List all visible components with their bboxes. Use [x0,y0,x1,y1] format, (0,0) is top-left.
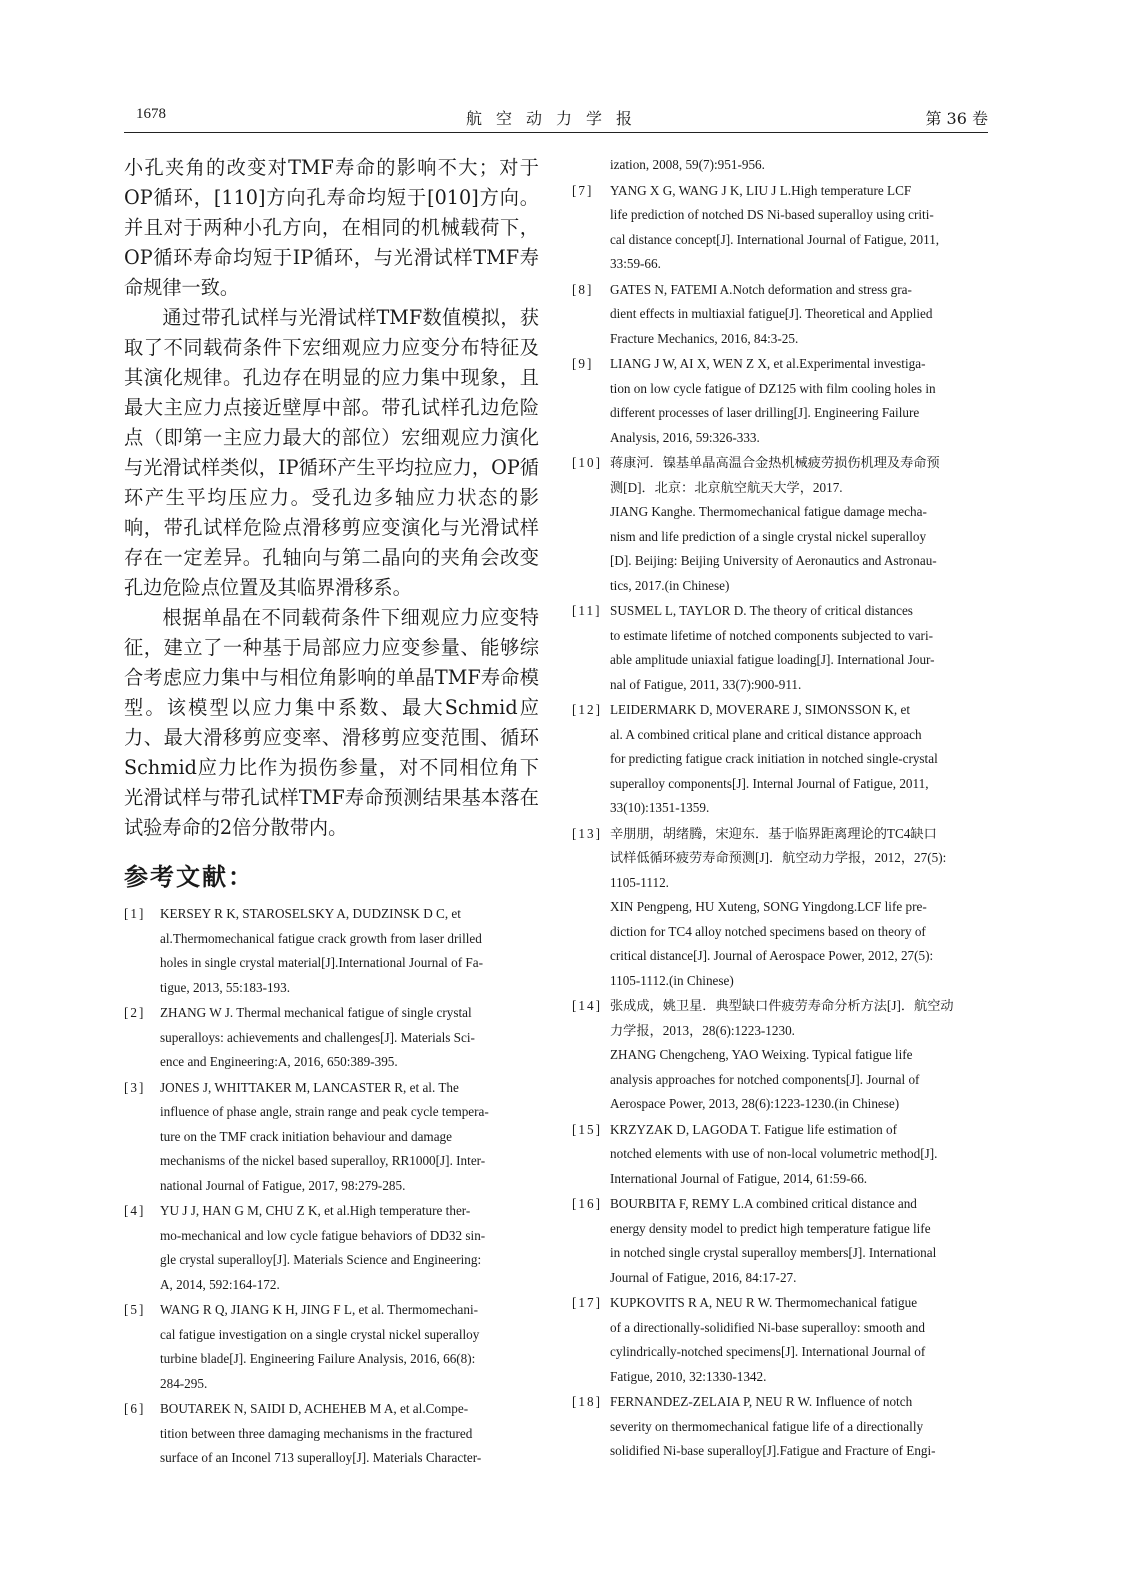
reference-text-line: superalloys: achievements and challenges[J]. Materials Sci- [160,1029,475,1045]
reference-text-line: notched elements with use of non-local volumetric method[J]. [610,1146,938,1161]
reference-text-line: BOUTAREK N, SAIDI D, ACHEHEB M A, et al.Compe- [160,1401,469,1416]
reference-number: [18] [572,1394,602,1409]
body-paragraph: 小孔夹角的改变对TMF寿命的影响不大；对于OP循环，[110]方向孔寿命均短于[010]方向。并且对于两种小孔方向，在相同的机械载荷下，OP循环寿命均短于IP循环，与光滑试样TMF寿命规律一致。 [124,156,539,299]
reference-text-line: al. A combined critical plane and critical distance approach [610,726,922,742]
reference-text-line: GATES N, FATEMI A.Notch deformation and stress gra- [610,281,912,297]
reference-text-line: FERNANDEZ-ZELAIA P, NEU R W. Influence of notch [610,1394,913,1409]
reference-text-line: ence and Engineering:A, 2016, 650:389-395. [160,1054,398,1069]
reference-text-line: able amplitude uniaxial fatigue loading[J]. International Jour- [610,652,935,667]
reference-item [124,1397,539,1471]
reference-text-line: surface of an Inconel 713 superalloy[J]. Materials Character- [160,1450,482,1465]
body-paragraph: 通过带孔试样与光滑试样TMF数值模拟，获取了不同载荷条件下宏细观应力应变分布特征及其演化规律。孔边存在明显的应力集中现象，且最大主应力点接近壁厚中部。带孔试样孔边危险点（即第一主应力最大的部位）宏细观应力演化与光滑试样类似，IP循环产生平均拉应力，OP循环产生平均压应力。受孔边多轴应力状态的影响，带孔试样危险点滑移剪应变演化与光滑试样存在一定差异。孔轴向与第二晶向的夹角会改变孔边危险点位置及其临界滑移系。 [124,306,539,599]
reference-text-line: cylindrically-notched specimens[J]. International Journal of [610,1344,926,1359]
reference-text-line: nism and life prediction of a single crystal nickel superalloy [610,528,927,544]
reference-item [124,1001,539,1075]
reference-text-line: BOURBITA F, REMY L.A combined critical distance and [610,1196,917,1211]
reference-text-line: tics, 2017.(in Chinese) [610,577,730,593]
reference-item [572,1192,988,1290]
reference-number: [15] [572,1121,602,1137]
right-column [572,153,988,1465]
reference-text-line: nal of Fatigue, 2011, 33(7):900-911. [610,676,802,692]
reference-text-line: JIANG Kanghe. Thermomechanical fatigue damage mecha- [610,504,927,519]
reference-text-line: 辛朋朋，胡绪腾，宋迎东．基于临界距离理论的TC4缺口 [610,825,937,841]
reference-text-line: influence of phase angle, strain range and peak cycle tempera- [160,1104,489,1119]
reference-text-line: 测[D]．北京：北京航空航天大学，2017. [610,479,843,495]
reference-text-line: LEIDERMARK D, MOVERARE J, SIMONSSON K, et [610,702,911,717]
reference-text-line: ization, 2008, 59(7):951-956. [610,157,765,172]
reference-text-line: life prediction of notched DS Ni-based superalloy using criti- [610,207,934,222]
body-paragraph: 根据单晶在不同载荷条件下细观应力应变特征，建立了一种基于局部应力应变参量、能够综合考虑应力集中与相位角影响的单晶TMF寿命模型。该模型以应力集中系数、最大Schmid应力、最大滑移剪应变率、滑移剪应变范围、循环Schmid应力比作为损伤参量，对不同相位角下光滑试样与带孔试样TMF寿命预测结果基本落在试验寿命的2倍分散带内。 [124,606,539,839]
reference-number: [2] [124,1005,146,1020]
reference-text-line: diction for TC4 alloy notched specimens based on theory of [610,923,926,939]
reference-text-line: 张成成，姚卫星．典型缺口件疲劳寿命分析方法[J]．航空动 [610,998,954,1013]
reference-item [124,1298,539,1396]
reference-text-line: critical distance[J]. Journal of Aerospace Power, 2012, 27(5): [610,948,934,963]
reference-text-line: severity on thermomechanical fatigue life of a directionally [610,1418,924,1434]
reference-text-line: different processes of laser drilling[J]. Engineering Failure [610,405,920,420]
reference-text-line: Journal of Fatigue, 2016, 84:17-27. [610,1269,797,1285]
reference-text-line: Aerospace Power, 2013, 28(6):1223-1230.(in Chinese) [610,1096,900,1111]
reference-text-line: to estimate lifetime of notched components subjected to vari- [610,627,933,643]
reference-text-line: 试样低循环疲劳寿命预测[J]．航空动力学报，2012，27(5): [610,850,947,865]
journal-title: 航空动力学报 [465,109,646,128]
reference-item [572,1390,988,1464]
reference-item [124,902,539,1000]
reference-number: [7] [572,182,594,198]
reference-item [572,599,988,697]
reference-number: [12] [572,702,602,717]
reference-item [572,698,988,821]
reference-text-line: mo-mechanical and low cycle fatigue behaviors of DD32 sin- [160,1227,486,1243]
page-header [124,106,988,132]
reference-text-line: JONES J, WHITTAKER M, LANCASTER R, et al. The [160,1079,459,1095]
reference-text-line: Analysis, 2016, 59:326-333. [610,429,760,445]
reference-number: [10] [572,455,602,470]
references-heading: 参考文献： [124,863,254,891]
reference-text-line: LIANG J W, AI X, WEN Z X, et al.Experimental investiga- [610,356,926,371]
reference-item [572,822,988,994]
reference-text-line: for predicting fatigue crack initiation in notched single-crystal [610,751,938,766]
reference-text-line: WANG R Q, JIANG K H, JING F L, et al. Thermomechani- [160,1302,479,1317]
reference-text-line: [D]. Beijing: Beijing University of Aeronautics and Astronau- [610,553,937,568]
reference-text-line: national Journal of Fatigue, 2017, 98:279-285. [160,1177,406,1193]
reference-text-line: 1105-1112. [610,874,669,890]
reference-text-line: KUPKOVITS R A, NEU R W. Thermomechanical fatigue [610,1295,918,1310]
reference-number: [13] [572,825,602,841]
reference-text-line: YU J J, HAN G M, CHU Z K, et al.High temperature ther- [160,1203,471,1218]
reference-item [572,278,988,352]
reference-number: [8] [572,281,594,297]
reference-item [572,994,988,1117]
page-number: 1678 [136,106,166,122]
reference-number: [4] [124,1203,146,1218]
reference-text-line: 33:59-66. [610,256,661,271]
reference-number: [5] [124,1302,146,1317]
reference-text-line: KRZYZAK D, LAGODA T. Fatigue life estimation of [610,1121,898,1137]
reference-number: [16] [572,1196,602,1211]
left-column [124,153,539,1472]
reference-list-right [572,153,988,1464]
reference-list-left [124,902,539,1471]
reference-number: [14] [572,998,602,1013]
reference-item [124,1199,539,1297]
reference-number: [1] [124,906,146,921]
reference-text-line: of a directionally-solidified Ni-base superalloy: smooth and [610,1319,925,1335]
reference-text-line: in notched single crystal superalloy members[J]. International [610,1245,937,1260]
reference-text-line: 284-295. [160,1375,208,1391]
reference-text-line: 蒋康河．镍基单晶高温合金热机械疲劳损伤机理及寿命预 [610,455,940,470]
reference-text-line: gle crystal superalloy[J]. Materials Science and Engineering: [160,1252,482,1267]
reference-text-line: ZHANG W J. Thermal mechanical fatigue of single crystal [160,1005,472,1020]
reference-text-line: solidified Ni-base superalloy[J].Fatigue and Fracture of Engi- [610,1443,936,1458]
reference-text-line: Fracture Mechanics, 2016, 84:3-25. [610,330,799,346]
reference-item [572,153,988,178]
reference-item [572,451,988,598]
reference-text-line: mechanisms of the nickel based superalloy, RR1000[J]. Inter- [160,1153,486,1168]
reference-text-line: XIN Pengpeng, HU Xuteng, SONG Yingdong.LCF life pre- [610,899,927,914]
reference-text-line: 力学报，2013，28(6):1223-1230. [610,1022,795,1038]
reference-item [572,179,988,277]
reference-text-line: tigue, 2013, 55:183-193. [160,979,291,995]
reference-text-line: cal distance concept[J]. International Journal of Fatigue, 2011, [610,231,940,247]
reference-item [124,1076,539,1199]
reference-item [572,1118,988,1192]
reference-text-line: 33(10):1351-1359. [610,800,710,815]
reference-text-line: 1105-1112.(in Chinese) [610,972,734,988]
reference-text-line: ZHANG Chengcheng, YAO Weixing. Typical fatigue life [610,1047,913,1062]
reference-item [572,352,988,450]
reference-text-line: superalloy components[J]. Internal Journal of Fatigue, 2011, [610,775,929,791]
reference-text-line: dient effects in multiaxial fatigue[J]. Theoretical and Applied [610,306,933,321]
reference-text-line: tition between three damaging mechanisms in the fractured [160,1425,473,1441]
reference-text-line: tion on low cycle fatigue of DZ125 with film cooling holes in [610,380,936,396]
reference-item [572,1291,988,1389]
reference-number: [3] [124,1079,146,1095]
reference-text-line: YANG X G, WANG J K, LIU J L.High temperature LCF [610,182,912,198]
reference-text-line: Fatigue, 2010, 32:1330-1342. [610,1368,767,1384]
reference-text-line: holes in single crystal material[J].International Journal of Fa- [160,955,483,970]
reference-text-line: cal fatigue investigation on a single crystal nickel superalloy [160,1326,480,1342]
reference-text-line: KERSEY R K, STAROSELSKY A, DUDZINSK D C, et [160,906,461,921]
reference-text-line: SUSMEL L, TAYLOR D. The theory of critical distances [610,603,913,618]
reference-number: [9] [572,356,594,371]
volume-label: 第 36 卷 [925,109,988,128]
reference-text-line: A, 2014, 592:164-172. [160,1276,280,1292]
reference-text-line: International Journal of Fatigue, 2014, 61:59-66. [610,1170,868,1186]
reference-text-line: ture on the TMF crack initiation behaviour and damage [160,1128,452,1144]
reference-text-line: al.Thermomechanical fatigue crack growth from laser drilled [160,930,482,946]
reference-number: [11] [572,603,602,618]
reference-text-line: energy density model to predict high temperature fatigue life [610,1220,931,1236]
reference-number: [6] [124,1401,146,1416]
header-rule [124,132,988,133]
reference-number: [17] [572,1295,602,1310]
reference-text-line: turbine blade[J]. Engineering Failure Analysis, 2016, 66(8): [160,1351,476,1366]
reference-text-line: analysis approaches for notched components[J]. Journal of [610,1071,920,1087]
